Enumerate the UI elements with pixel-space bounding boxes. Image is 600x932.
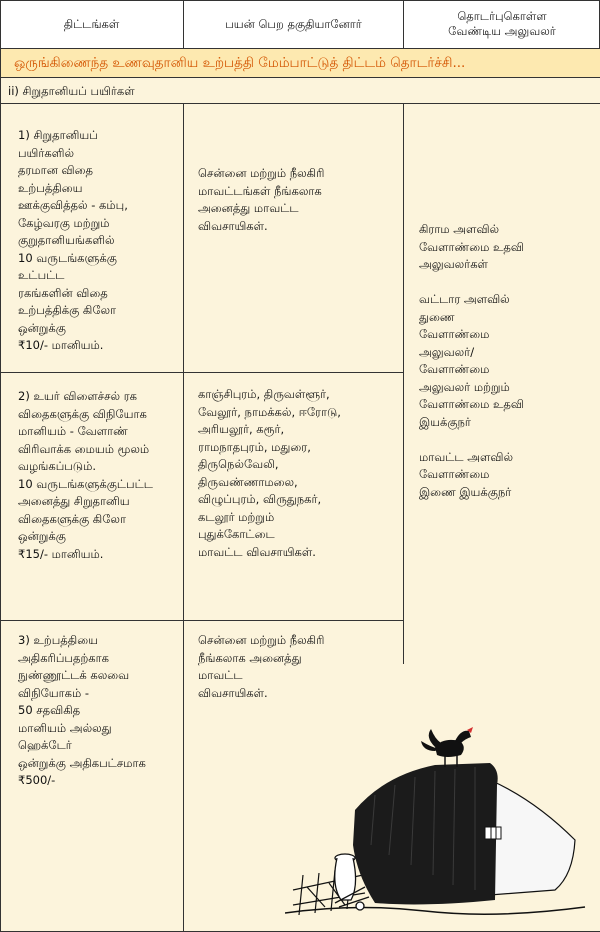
column-divider-1 bbox=[183, 104, 184, 932]
border-top bbox=[0, 0, 600, 1]
row1-scheme: 1) சிறுதானியப் பயிர்களில் தரமான விதை உற்பத்தியை ஊக்குவித்தல் - கம்பு, கேழ்வரகு மற்றும் குறுதானியங்களில் 10 வருடங்களுக்கு உட்பட்ட ரகங்களின் விதை உற்பத்திக்கு கிலோ ஒன்றுக்கு ₹10/- மானியம். bbox=[18, 128, 128, 352]
row2-scheme: 2) உயர் விளைச்சல் ரக விதைகளுக்கு விநியோக மானியம் - வேளாண் விரிவாக்க மையம் மூலம் வழங்கப்படும். 10 வருடங்களுக்குட்பட்ட அனைத்து சிறுதானிய விதைகளுக்கு கிலோ ஒன்றுக்கு ₹15/- மானியம். bbox=[18, 389, 153, 561]
header-contact: தொடர்புகொள்ள வேண்டிய அலுவலர் bbox=[448, 9, 556, 38]
banner-title: ஒருங்கிணைந்த உணவுதானிய உற்பத்தி மேம்பாட்டுத் திட்டம் தொடர்ச்சி... bbox=[14, 55, 466, 71]
header-schemes: திட்டங்கள் bbox=[63, 16, 120, 31]
header-eligibility: பயன் பெற தகுதியானோர் bbox=[225, 16, 362, 31]
hut-with-rooster-illustration bbox=[285, 725, 590, 930]
column-divider-2 bbox=[403, 104, 404, 664]
contact-officers: கிராம அளவில் வேளாண்மை உதவி அலுவலர்கள் வட்டார அளவில் துணை வேளாண்மை அலுவலர்/ வேளாண்மை அலுவலர் மற்றும் வேளாண்மை உதவி இயக்குநர் மாவட்ட அளவில் வேளாண்மை இணை இயக்குநர் bbox=[419, 222, 524, 499]
subheading-bottom-rule bbox=[0, 103, 600, 104]
row1-eligibility: சென்னை மற்றும் நீலகிரி மாவட்டங்கள் நீங்கலாக அனைத்து மாவட்ட விவசாயிகள். bbox=[198, 166, 325, 233]
header-bottom-rule bbox=[0, 48, 600, 49]
row1-bottom-rule bbox=[0, 372, 404, 373]
header-divider-2 bbox=[403, 0, 404, 49]
banner-bottom-rule bbox=[0, 77, 600, 78]
rooster-icon bbox=[421, 727, 473, 767]
row3-eligibility: சென்னை மற்றும் நீலகிரி நீங்கலாக அனைத்து மாவட்ட விவசாயிகள். bbox=[198, 633, 325, 700]
row2-eligibility: காஞ்சிபுரம், திருவள்ளூர், வேலூர், நாமக்கல், ஈரோடு, அரியலூர், கரூர், ராமநாதபுரம், மதுரை, திருநெல்வேலி, திருவண்ணாமலை, விழுப்புரம், விருதுநகர், கடலூர் மற்றும் புதுக்கோட்டை மாவட்ட விவசாயிகள். bbox=[198, 387, 341, 559]
row2-bottom-rule bbox=[0, 620, 404, 621]
row3-scheme: 3) உற்பத்தியை அதிகரிப்பதற்காக நுண்ணூட்டக் கலவை விநியோகம் - 50 சதவிகித மானியம் அல்லது ஹெக்டேர் ஒன்றுக்கு அதிகபட்சமாக ₹500/- bbox=[18, 633, 146, 787]
subheading: ii) சிறுதானியப் பயிர்கள் bbox=[8, 84, 135, 98]
header-divider-1 bbox=[183, 0, 184, 49]
border-left bbox=[0, 0, 1, 932]
